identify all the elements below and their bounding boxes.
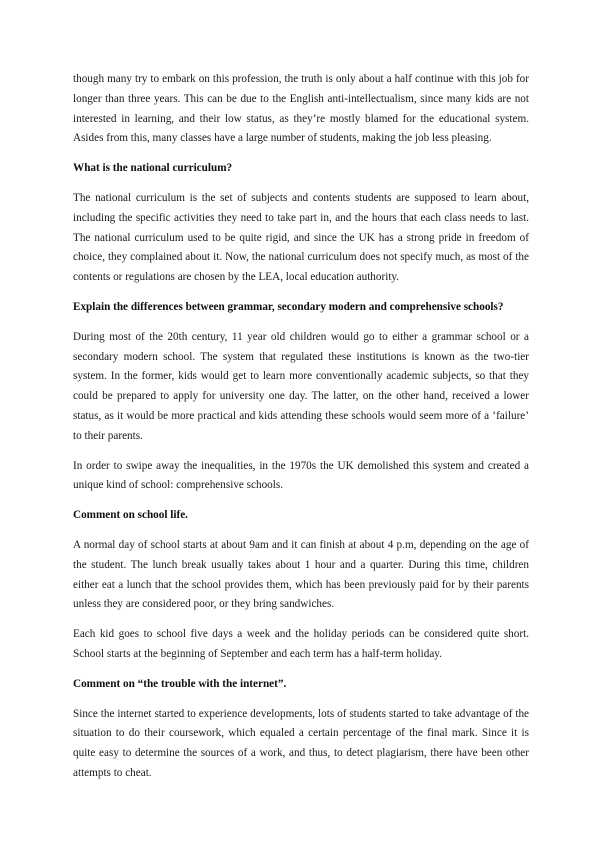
section-heading-school-types: Explain the differences between grammar, secondary modern and comprehensive schools?	[73, 300, 504, 313]
intro-paragraph: though many try to embark on this profession, the truth is only about a half continue with this job for longer than three years. This can be due to the English anti-intellectualism, since many kids are not interested in learning, and their low status, as they’re mostly blamed for the educational system. Asides from this, many classes have a large number of students, making the job less pleasing.	[73, 73, 529, 145]
section-heading-internet-trouble: Comment on “the trouble with the internet”.	[73, 677, 287, 690]
section-heading-school-life: Comment on school life.	[73, 509, 188, 522]
paragraph-national-curriculum: The national curriculum is the set of subjects and contents students are supposed to learn about, including the specific activities they need to take part in, and the hours that each class needs to last. The national curriculum used to be quite rigid, and since the UK has a strong pride in freedom of choice, they complained about it. Now, the national curriculum does not specify much, as most of the contents or regulations are chosen by the LEA, local education authority.	[73, 191, 529, 284]
paragraph-two-tier-system: During most of the 20th century, 11 year old children would go to either a grammar school or a secondary modern school. The system that regulated these institutions is known as the two-tier system. In the former, kids would get to learn more conventionally academic subjects, so that they could be prepared to apply for university one day. The latter, on the other hand, received a lower status, as it would be more practical and kids attending these schools would seem more of a ‘failure’ to their parents.	[73, 330, 529, 442]
paragraph-comprehensive-schools: In order to swipe away the inequalities, in the 1970s the UK demolished this system and created a unique kind of school: comprehensive schools.	[73, 459, 529, 492]
paragraph-internet: Since the internet started to experience developments, lots of students started to take advantage of the situation to do their coursework, which equaled a certain percentage of the final mark. Since it is quite easy to determine the sources of a work, and thus, to detect plagiarism, there have been other attempts to cheat.	[73, 707, 529, 779]
section-heading-national-curriculum: What is the national curriculum?	[73, 162, 233, 175]
paragraph-school-day: A normal day of school starts at about 9am and it can finish at about 4 p.m, depending on the age of the student. The lunch break usually takes about 1 hour and a quarter. During this time, children either eat a lunch that the school provides them, which has been previously paid for by their parents unless they are considered poor, or they bring sandwiches.	[73, 538, 529, 611]
paragraph-school-week: Each kid goes to school five days a week and the holiday periods can be considered quite short. School starts at the beginning of September and each term has a half-term holiday.	[73, 628, 529, 660]
